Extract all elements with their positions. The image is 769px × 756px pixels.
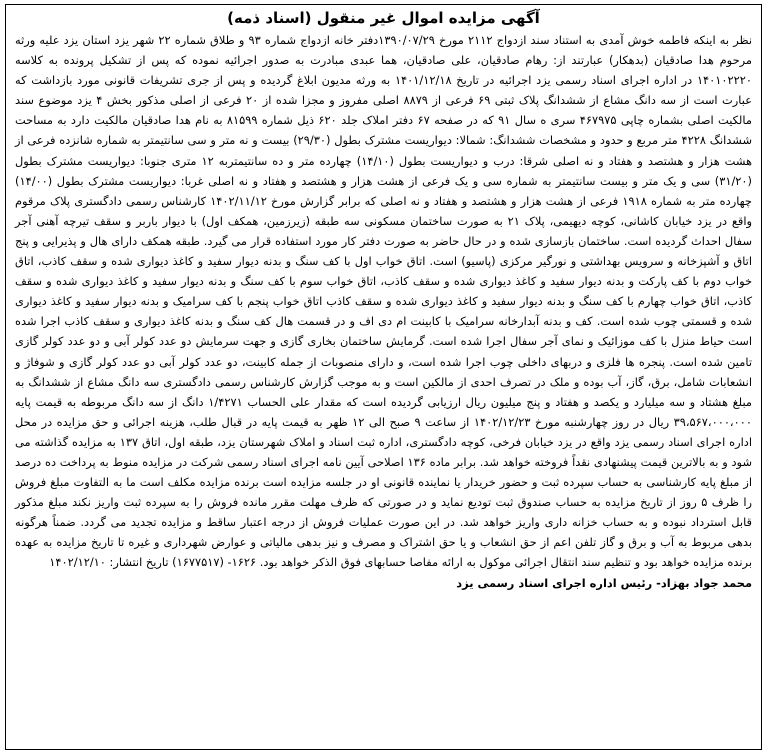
auction-notice [5,4,762,750]
notice-signature: محمد جواد بهزاد- رئیس اداره اجرای اسناد رسمی یزد [456,575,752,590]
notice-title: آگهی مزایده اموال غیر منقول (اسناد ذمه) [227,9,540,27]
notice-body: نظر به اینکه فاطمه خوش آمدی به استناد سند ازدواج ۲۱۱۲ مورخ ۱۳۹۰/۰۷/۲۹دفتر خانه ازدواج شماره ۹۳ و طلاق شماره ۲۲ شهر یزد استان یزد علیه ورثه مرحوم هدا صادقیان (بدهکار) عبارتند از: رهام صادقیان، علی صادقیان، هما عبدی مبادرت به صدور اجرائیه نموده که پس از تشکیل پرونده به کلاسه ۱۴۰۱۰۲۲۲۰ در اداره اجرای اسناد رسمی یزد اجرائیه در تاریخ ۱۴۰۱/۱۲/۱۸ به ورثه مدیون ابلاغ گردیده و پس از جری تشریفات قانونی مورد بازداشت که عبارت است از سه دانگ مشاع از ششدانگ پلاک ثبتی ۶۹ فرعی از ۸۸۷۹ اصلی مفروز و مجزا شده از ۲۰ فرعی از اصلی مذکور بخش ۴ یزد موضوع سند مالکیت اصلی بشماره چاپی ۴۶۷۹۷۵ سری ه سال ۹۱ که در صفحه ۶۷ دفتر املاک جلد ۶۲۰ ذیل شماره ۸۱۵۹۹ به نام هدا صادقیان مالکیت دارد به مساحت ششدانگ ۴۲۲۸ متر مربع و حدود و مشخصات ششدانگ: شمالا: دیواریست مشترک بطول (۲۹/۳۰) بیست و نه متر و سی سانتیمتر به شماره شانزده فرعی از هشت هزار و هشتصد و هفتاد و نه اصلی شرقا: درب و دیواریست بطول (۱۴/۱۰) چهارده متر و ده سانتیمتربه ۱۲ متری جنوبا: دیواریست مشترک بطول (۳۱/۲۰) سی و یک متر و بیست سانتیمتر به شماره سی و یک فرعی از هشت هزار و هشتصد و هفتاد و نه اصلی غربا: دیواریست مشترک بطول (۱۴/۰۰) چهارده متر به شماره ۱۹۱۸ فرعی از هشت هزار و هشتصد و هفتاد و نه اصلی که برابر گزارش مورخ ۱۴۰۲/۱۱/۱۲ کارشناس رسمی دادگستری پلاک مرقوم واقع در یزد خیابان کاشانی، کوچه دیهیمی، پلاک ۲۱ به صورت ساختمان مسکونی سه طبقه (زیرزمین، همکف اول) با دیوار باربر و سقف تیرچه آهنی آجر سفال احداث گردیده است. ساختمان بازسازی شده و در حال حاضر به صورت دفتر کار مورد استفاده قرار می گیرد. طبقه همکف دارای هال و پذیرایی و پنج اتاق و آشپزخانه و سرویس بهداشتی و نورگیر مرکزی (پاسیو) است. اتاق خواب اول با کف سنگ و بدنه دیوار سفید و کاغذ دیواری شده و سقف کاذب، اتاق خواب دوم با کف پارکت و بدنه دیوار سفید و کاغذ دیواری شده و سقف کاذب، اتاق خواب سوم با کف سنگ و بدنه دیوار سفید و کاغذ دیواری شده و سقف کاذب، اتاق خواب چهارم با کف سنگ و بدنه دیوار سفید و کاغذ دیواری شده و سقف کاذب اتاق خواب پنجم با کف سرامیک و بدنه دیوار سفید و کاغذ دیواری شده و قسمتی چوب شده است. کف و بدنه آبدارخانه سرامیک با کابینت ام دی اف و در قسمت هال کف سنگ و بدنه کاغذ دیواری و سقف کاذب اجرا شده است حیاط منزل با کف موزائیک و نمای آجر سفال اجرا شده است. گرمایش ساختمان بخاری گازی و جهت سرمایش دو عدد کولر آبی و دو عدد کولر گازی تامین شده است. پنجره ها فلزی و دربهای داخلی چوب اجرا شده است، و دارای منصوبات از جمله کابینت، دو عدد کولر آبی دو عدد کولر گازی و شوفاژ و انشعابات شامل، برق، گاز، آب بوده و ملک در تصرف احدی از مالکین است و به موجب گزارش کارشناس رسمی دادگستری سه دانگ مشاع از ششدانگ به مبلغ هشتاد و سه میلیارد و یکصد و هفتاد و پنج میلیون ریال ارزیابی گردیده است که مقدار علی الحساب ۱/۴۲۷۱ دانگ از سه دانگ مربوطه به قیمت پایه ۳۹،۵۶۷،۰۰۰،۰۰۰ ریال در روز چهارشنبه مورخ ۱۴۰۲/۱۲/۲۳ از ساعت ۹ صبح الی ۱۲ ظهر به قیمت پایه در قبال طلب، هزینه اجرائی و حق مزایده در محل اداره اجرای اسناد رسمی یزد واقع در یزد خیابان فرخی، کوچه دادگستری، اداره ثبت اسناد و املاک شهرستان یزد، طبقه اول، اتاق ۱۳۷ به مزایده گذاشته می شود و به بالاترین قیمت پیشنهادی نقداً فروخته خواهد شد. برابر ماده ۱۳۶ اصلاحی آیین نامه اجرای اسناد رسمی شرکت در مزایده منوط به پرداخت ده درصد از مبلغ پایه کارشناسی به حساب سپرده ثبت و حضور خریدار یا نماینده قانونی او در جلسه مزایده است برنده مزایده مکلف است ما به التفاوت مبلغ فروش را ظرف ۵ روز از تاریخ مزایده به حساب صندوق ثبت تودیع نماید و در صورتی که ظرف مهلت مقرر مانده فروش را به سپرده ثبت واریز نکند مبلغ مذکور قابل استرداد نبوده و به حساب خزانه داری واریز خواهد شد. در این صورت عملیات فروش از درجه اعتبار ساقط و مزایده تجدید می گردد. ضمناً هرگونه بدهی مربوط به آب و برق و گاز تلفن اعم از حق انشعاب و یا حق اشتراک و مصرف و نیز بدهی مالیاتی و عوارض شهرداری و غیره تا تاریخ مزایده به عهده برنده مزایده خواهد بود و تنظیم سند انتقال اجرائی موکول به ارائه مفاصا حسابهای فوق الذکر خواهد بود. ۱۶۲۶- (۱۶۷۷۵۱۷) تاریخ انتشار: ۱۴۰۲/۱۲/۱۰ [15,33,753,570]
